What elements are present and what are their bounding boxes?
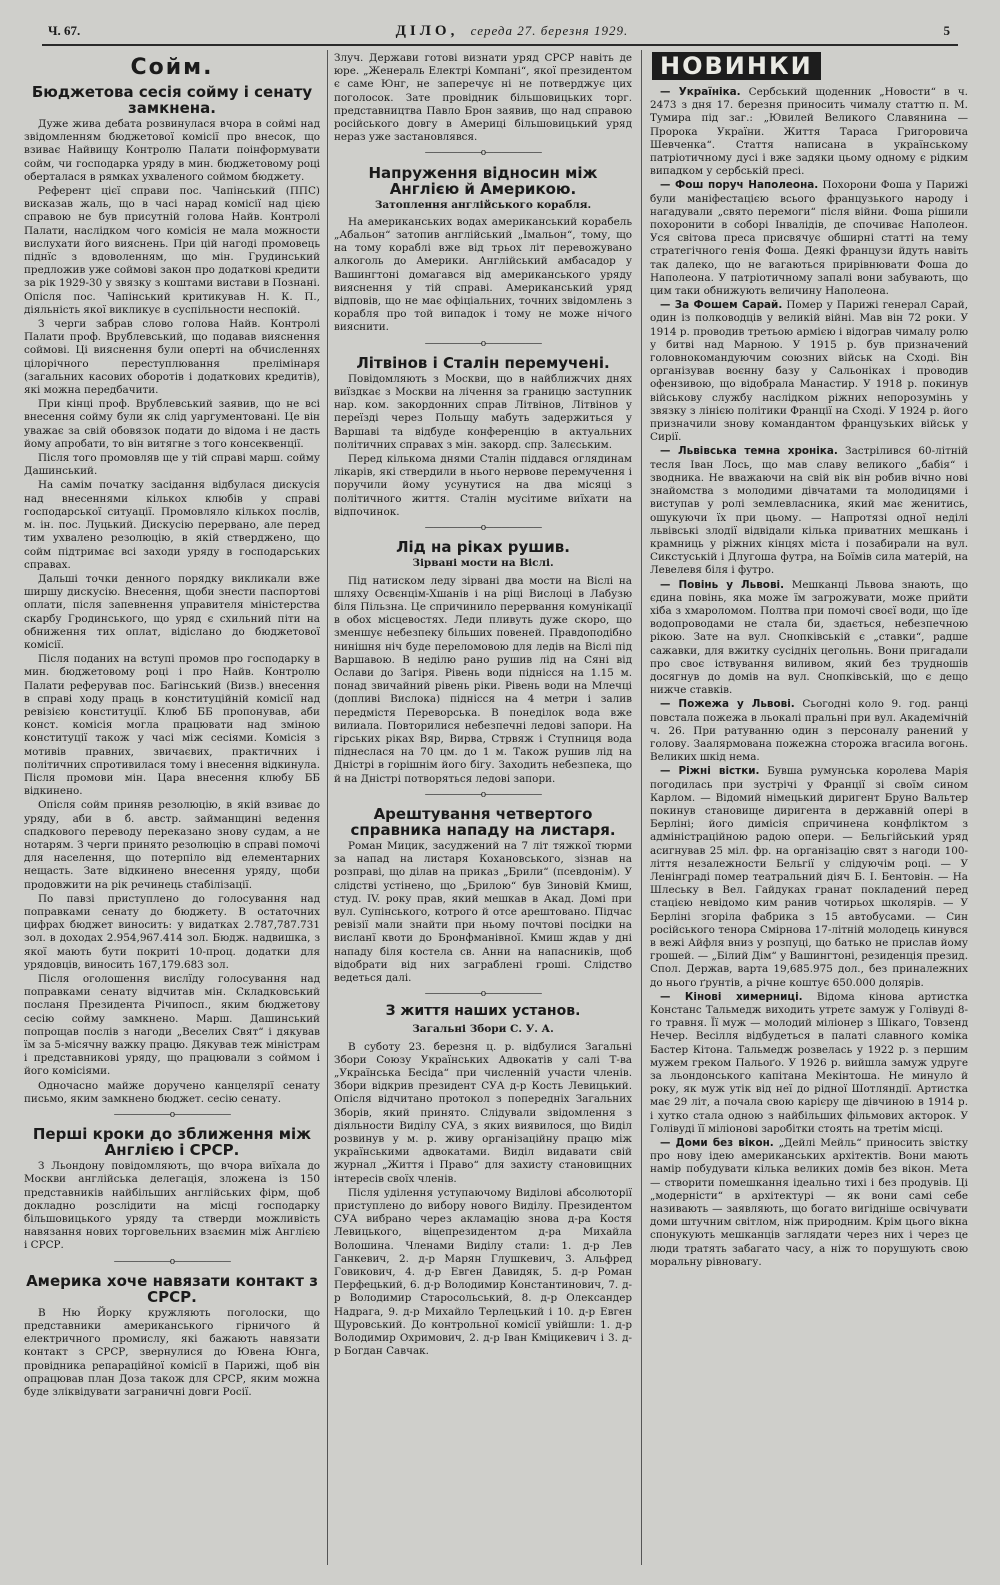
paragraph: На американських водах американський корабель „Абальон“ затопив англійський „Імальон“, тому, що на тому кораблі вже від трьох літ перевожувано алкоголь до Америки. Англійський амбасадор у Вашингтоні домагався від американського уряду вияснення у тій справі. Американський уряд відповів, що не має офіціальних, точних звідомлень з корабля про той випадок і тому не може нічого вияснити.: [334, 215, 632, 334]
news-item: [650, 445, 968, 577]
paragraph: Під натиском леду зірвані два мости на Віслі на шляху Освєнцім-Хшанів і на ріці Вислоці в Лабузю біля Пільзна. Це спричинило перервання комунікації в обох місцевостях. Леди пливуть дуже скоро, що зменшує небезпеку більших повеней. Правдоподібно нинішня ніч буде переломовою для ледів на Віслі під Варшавою. В неділю рано рушив лід на Сяні від Ослави до Загіря. Рівень води піднісся на 1.15 м. понад звичайний рівень ріки. Рівень води на Млечці (допливі Вислока) піднісся на 4 метри і залив передмістя Переворська. В понеділок вода вже вилиала. Повторилися небезпечні ледові запори. На гірських ріках Вяр, Вирва, Стрвяж і Ступниця вода піднеслася на 70 цм. до 1 м. Також рушив лід на Дністрі в горішнім його бігу. Заходить небезпека, що й на Дністрі потворяться ледові запори.: [334, 574, 632, 785]
paragraph: Злуч. Держави готові визнати уряд СРСР навіть де юре. „Женераль Електрі Компані“, якої президентом є саме Юнг, не заперечує ні не потверджує цих поголосок. Зате провідник більшовицьких торг. представництва Павло Брон заявив, що над справою російського довгу в Америці більшовицький уряд нераз уже застановлявся.: [334, 52, 632, 144]
paragraph: В Ню Йорку кружляють поголоски, що представники американського гірничого й електричного промислу, які бажають навязати контакт з СРСР, звернулися до Ювена Юнга, провідника репараційної комісії в Парижі, щоб він опрацював план Доза також для СРСР, яким можна буде злiквiдувати заграничні довги Росії.: [24, 1306, 320, 1399]
news-text: Похорони Фоша у Парижі були маніфестацією всього французького народу і нагадували „свято перемоги“ після війни. Фоша рішили похоронити в соборі Інвалідів, де спочиває Наполеон. Уся світова преса присвячує обширні статті на тему стратегічного генія Фоша. Деякі французи йдуть навіть так далеко, що не вагаються прирівнювати Фоша до Наполеона. У патріотичному запалі вони забувають, що цим таки обнижують величину Наполеона.: [650, 179, 968, 298]
masthead: [396, 23, 629, 40]
news-banner: НОВИНКИ: [652, 52, 821, 80]
paragraph: Перед кількома днями Сталін піддався оглядинам лікарів, які ствердили в нього нервове перемучення і поручили йому усунутися на два місяці з політичного життя. Сталін мусітиме виїхати на відпочинок.: [334, 453, 632, 518]
news-text: Застрілився 60-літній тесля Іван Лось, що мав славу великого „бабія“ і зводника. Не вважаючи на свій вік він робив вічно нові знайомства з молодими дівчатами та молодицями і виступав у ролі землевласника, який має женитись, ошукуючи їх при цьому. — Напротязі одної неділі львівські злодії відвідали кілька приватних мешкань і крамниць у ріжних кінцях міста і позабирали на вул. Сикстуській і Длугоша футра, на Боїмів сила матерій, на Левелевя біля і футро.: [650, 445, 968, 577]
article-headline: Бюджетова сесія сойму і сенату замкнена.: [31, 83, 313, 117]
news-heading: — Ріжні вістки.: [660, 765, 760, 778]
news-item: [650, 991, 968, 1136]
news-heading: — Доми без вікон.: [660, 1137, 774, 1150]
paper-name: ДІЛО,: [395, 22, 459, 39]
divider: ———————o———————: [424, 989, 542, 1000]
divider: ———————o———————: [113, 1256, 231, 1267]
paragraph: Референт цієї справи пос. Чапінський (ППС) висказав жаль, що в часі нарад комісії над цією справою не був присутній голова Найв. Контролі Палати, наслідком чого комісія не мала можности вислухати його вияснень. При цій нагоді промовець піднїс з вдоволенням, що мін. Грудинський предложив уже соймові закон про додаткові кредити за рік 1929-30 у звязку з коштами вистави в Познані. Опісля пос. Чапінський критикував Н. К. П., діяльність якої викликує в суспільности неспокій.: [24, 185, 320, 316]
column-separator: [641, 50, 642, 1565]
divider: ———————o———————: [113, 1110, 231, 1121]
news-heading: — За Фошем Сарай.: [660, 299, 783, 312]
article-subheadline: Затоплення англійського корабля.: [374, 198, 592, 211]
paragraph: Після оголошення вислїду голосування над поправками сенату відчитав мін. Складковський посланя Президента Річипосп., яким бюджетову сесію сойму замкнено. Марш. Дашинський попрощав послів з нагоди „Веселих Свят“ і дякував їм за 5-місячну важку працю. Дякував теж міністрам і представникові уряду, що працювали з соймом і його комісіями.: [24, 973, 320, 1078]
news-heading: — Повінь у Львові.: [660, 578, 785, 591]
paragraph: По павзі приступлено до голосування над поправками сенату до бюджету. В остаточних цифрах бюджет виносить: у видатках 2.787,787.731 зол. в доходах 2.954,967.414 зол. Бюдж. надвишка, з якої мають бути покриті 10-проц. додатки для урядовців, виносить 167,179.683 зол.: [24, 892, 320, 971]
news-text: „Дейлі Мейль“ приносить звістку про нову ідею американських архітектів. Вони мають намір побудувати кілька великих домів без вікон. Мета — створити помешкання ідеально тихі і без продувів. Ці „модерністи“ в архітектурі — як вони самі себе називають — заявляють, що богато вигідніше освічувати доми штучним світлом, ніж природним. Крім цього вікна спонукують мешканців заглядати через них і через це люди тратять забагато часу, а ніж то порушують свою моральну рівновагу.: [650, 1137, 968, 1268]
article-headline: З життя наших установ.: [385, 1003, 581, 1020]
article-headline: Перші кроки до зближення між Англією і СРСР.: [32, 1125, 312, 1160]
article-headline: Арештування четвертого справника нападу на листаря.: [350, 804, 616, 839]
paragraph: Роман Мицик, засуджений на 7 літ тяжкої тюрми за напад на листаря Кохановського, зізнав на розправі, що ділав на приказ „Брили“ (псевдонім). У слідстві устінено, що „Брилою“ був Зиновій Кмиш, студ. IV. року прав, який мешкав в Акад. Домі при вул. Супінського, котрого й отсе арештовано. Підчас ревізії мали знайти при ньому почтові посідки на висланї квоти до Бронфманівної. Кмиш ждав у дні нападу біля костела св. Анни на напасників, щоб відобрати від них заграблені гроші. Слідство ведеться далі.: [334, 839, 632, 984]
news-item: [650, 179, 968, 298]
news-heading: — Україніка.: [660, 86, 741, 98]
divider: ———————o———————: [424, 338, 542, 349]
paragraph: Дуже жива дебата розвинулася вчора в соймі над звідомленням бюджетової комісії про внесок, що взиває Найвищу Контролю Палати поінформувати сойм, чи господарка уряду в мин. бюджетовому році оберталася в рямках ухваленого соймом бюджету.: [24, 118, 320, 183]
news-text: Помер у Парижі генерал Сарай, один із полководців у великій війні. Мав він 72 роки. У 1914 р. проводив третьою армією і відограв чималу ролю у битві над Марною. У 1915 р. був призначений головнокомандуючим союзних військ на Сході. Він організував воєнну базу у Сальоніках і проводив офензивою, що відобрала Манастир. У 1918 р. покинув військову службу наслідком ріжних непорозумінь у звязку з лінією політики Франції на Сході. У 1924 р. його призначили знову командантом французьких військ у Сирії.: [650, 299, 968, 444]
article-subheadline: Загальні Збори С. У. А.: [412, 1023, 554, 1036]
article-headline: Літвінов і Сталін перемучені.: [356, 353, 610, 372]
paragraph: Після того промовляв ще у тій справі марш. сойму Дашинський.: [24, 452, 320, 478]
news-heading: — Пожежа у Львові.: [660, 698, 795, 711]
page-header: [48, 18, 950, 44]
header-rule: [42, 44, 958, 46]
news-heading: — Фош поруч Наполеона.: [660, 179, 819, 192]
news-item: [650, 579, 968, 698]
news-heading: — Львівська темна хроніка.: [660, 445, 838, 458]
news-item: [650, 299, 968, 444]
page-number: 5: [943, 23, 950, 38]
divider: ———————o———————: [424, 523, 542, 534]
news-text: Відома кінова артистка Констанс Тальмедж виходить утретє замуж у Голівуді 8-го травня. Її муж — молодий міліонер з Шікаго, Товзенд Нечер. Весілля відбудеться в палаті славного комікa Бастер Кітона. Тальмедж розвелась у 1922 р. з першим мужем греком Пальоґо. У 1926 р. вийшла замуж удруге за льондонського капітана Мекінтоша. Не минуло й року, як муж утік від неї до рідної Шотляндії. Артистка має 29 літ, а почала свою карієру ще дівчиною в 1914 р. і хутко стала одною з найбільших фільмових акторок. У Голівуді її міліонові заробітки стоять на третім місці.: [650, 990, 968, 1135]
article-subheadline: Зірвані мости на Віслі.: [412, 557, 554, 570]
news-item: [650, 86, 968, 178]
paragraph: Дальші точки денного порядку викликали вже ширшу дискусію. Внесення, щоби знести паспортові оплати, після запевнення управителя міністерства скарбу Гродинського, що уряд є схильний піти на обниження тих оплат, відіслано до бюджетової комісії.: [24, 572, 320, 651]
news-text: Сьогодні коло 9. год. ранці повстала пожежа в льокалі пральні при вул. Академічній ч. 26. При ратуванню один з персоналу ранений у голову. Заалярмована пожежна сторожа вгасила вогонь. Великих шкід нема.: [650, 698, 968, 764]
section-title: Сойм.: [130, 55, 214, 80]
divider: ———————o———————: [424, 148, 542, 159]
issue-date: середа 27. березня 1929.: [470, 22, 629, 38]
divider: ———————o———————: [424, 789, 542, 800]
news-item: [650, 1137, 968, 1269]
news-text: Мешканці Львова знають, що єдина повінь, яка може їм загрожувати, може прийти хіба з хмароломом. Полтва при помочі своєї води, що їде водопроводами не стала би, здається, небезпечною рікою. Зате на вул. Снопківській є „ставки“, радше сажавки, для вжитку сусідніх цегольнь. Вони пригадали про своє іствування виливом, який без трудношів досягнув до домів на вул. Снопківській, що є дещо нижче ставків.: [650, 578, 968, 697]
paragraph: Повідомляють з Москви, що в найближчих днях виїздкає з Москви на лічення за границю заступник нар. ком. закордонних справ Літвінов, Літвінов у переїзді через Польщу мабуть задержиться у Варшаві та відбуде конференцію в актуальних політичних справах з мін. закорд. спр. Залєським.: [334, 372, 632, 451]
column-1: [24, 52, 320, 1562]
article-headline: Напруження відносин між Англією й Америкою.: [368, 163, 598, 198]
paragraph: В суботу 23. березня ц. р. відбулися Загальні Збори Союзу Українських Адвокатів у салі Т-ва „Українська Бесіда“ при численній участи членів. Збори відкрив президент СУА д-р Кость Левицький. Опісля відчитано протокол з попередніх Загальних Зборів, який принято. Слідували звідомлення з діяльности Виділу СУА, з яких виявилося, що Виділ розвинув у м. р. живу організаційну працю між українськими адвокатами. Виділ видавати свій журнал „Життя і Право“ для захисту становищних інтересів своїх членів.: [334, 1040, 632, 1185]
paragraph: Після уділення уступаючому Виділові абсолюторії приступлено до вибору нового Виділу. Президентом СУА вибрано через акламацію знова д-ра Костя Левицького, віцепрезидентом д-ра Михайла Волошина. Членами Виділу стали: 1. д-р Лев Ганкевич, 2. д-р Марян Глушкевич, 3. Альфред Говикович, 4. д-р Евген Давидяк, 5. д-р Роман Перфецький, 6. д-р Володимир Константинович, 7. д-р Володимир Старосольський, 8. д-р Олександер Надрага, 9. д-р Михайло Терлецький і 10. д-р Евген Щуровський. До контрольної комісії увійшли: 1. д-р Володимир Охримович, 2. д-р Іван Кміцикевич і 3. д-р Богдан Савчак.: [334, 1186, 632, 1358]
paragraph: При кінці проф. Врублевський заявив, що не всі внесення сойму були як слід уаргументовані. Це він уважає за свій обовязок подати до відома і не дасть йому апробати, то він витягне з того консеквенції.: [24, 398, 320, 450]
column-separator: [327, 50, 328, 1565]
paragraph: Після поданих на вступі промов про господарку в мин. бюджетовому році і про Найв. Контролю Палати реферував пос. Багінський (Визв.) внесення в справі ходу праць в конституційній комісії над ревізією конституції. Клюб ББ пропонував, аби конст. комісія могла працювати над зміною конституції також у часі між сесіями. Комісія з мотивів правних, звичаєвих, практичних і політичних спротивилася тому і внесення відкинула. Після промови мін. Цара внесення клюбу ББ відкинено.: [24, 653, 320, 798]
news-heading: — Кінові химерниці.: [660, 990, 803, 1003]
paragraph: З черги забрав слово голова Найв. Контролі Палати проф. Врублевський, що подавав вияснення соймові. Ці вияснення були оперті на обчисленнях цілорічного переступлювання прелімінаря (загальних касових оборотів і додаткових кредитів), які можна передбачити.: [24, 318, 320, 397]
paragraph: З Льондону повідомляють, що вчора виїхала до Москви англійська делегація, зложена із 150 представників найбільших англійських фірм, щоб докладно розслідити на місці господарку більшовицького уряду та стверди можливість навязання нових торговельних взаємин між Англією і СРСР.: [24, 1160, 320, 1252]
news-item: [650, 698, 968, 764]
news-text: Сербський щоденник „Новости“ в ч. 2473 з дня 17. березня приносить чималу статтю п. М. Тумира під заг.: „Ювилей Великого Славянина — Пророка України. Життя Тараса Григоровича Шевченка“. Стаття написана в українському патріотичному дусі і вже задяки цьому одному є рідким випадком у сербській пресі.: [650, 86, 968, 178]
column-2: [334, 52, 632, 1562]
news-text: Бувша румунська королева Марія погодилась при зустрічі у Франції зі своїм сином Карлом. — Відомий німецький диригент Бруно Вальтер покинув становище диригента в державній опері в Берліні; його димісія спричинена конфліктом з адміністраційною радою опери. — Бельгійський уряд асигнував 25 міл. фр. на організацію свят з нагоди 100-ліття незалежности Бельгії у слідуючім році. — У Ленінграді помер театральний діяч Б. І. Бентовін. — На Шлеську в Вел. Гайдуках гранат покладений перед стацією невідомо ким ранив чотирьох школярів. — У Берліні згоріла фабрика з 15 автобусами. — Син російського тенора Смірнова 17-літній молодець кинувся в вежі Айфля вниз у розпуці, що батько не прислав йому грошей. — „Білий Дім“ у Вашингтоні, резиденція презид. Спол. Держав, варта 19,685.975 дол., без приналежних до нього ґрунтів, а річне коштує 650.000 долярів.: [650, 765, 968, 989]
column-3: [650, 52, 968, 1562]
news-item: [650, 765, 968, 989]
issue-number: Ч. 67.: [48, 23, 81, 38]
paragraph: Опісля сойм приняв резолюцію, в якій взиває до уряду, аби в б. австр. займанщині ведення спадкового переводу переказано знову судам, а не нотарям. З черги принято резолюцію в справі помочі для населення, що потерпіло від елементарних нещасть. Зате відкинено внесення уряду, щоби продовжити на рік речинець стабілізації.: [24, 799, 320, 891]
paragraph: Одночасно майже доручено канцелярії сенату письмо, яким замкнено бюджет. сесію сенату.: [24, 1079, 320, 1105]
article-headline: Америка хоче навязати контакт з СРСР.: [26, 1271, 318, 1306]
paragraph: На самім початку засідання відбулася дискусія над внесеннями кількох клюбів у справі господарської ситуації. Промовляло кількох послів, м. ін. пос. Луцький. Дискусію перервано, але перед тим ухвалено резолюцію, в якій стверджено, що сойм підтримає всі заходи уряду в господарських справах.: [24, 479, 320, 571]
article-headline: Лід на ріках рушив.: [396, 538, 570, 557]
